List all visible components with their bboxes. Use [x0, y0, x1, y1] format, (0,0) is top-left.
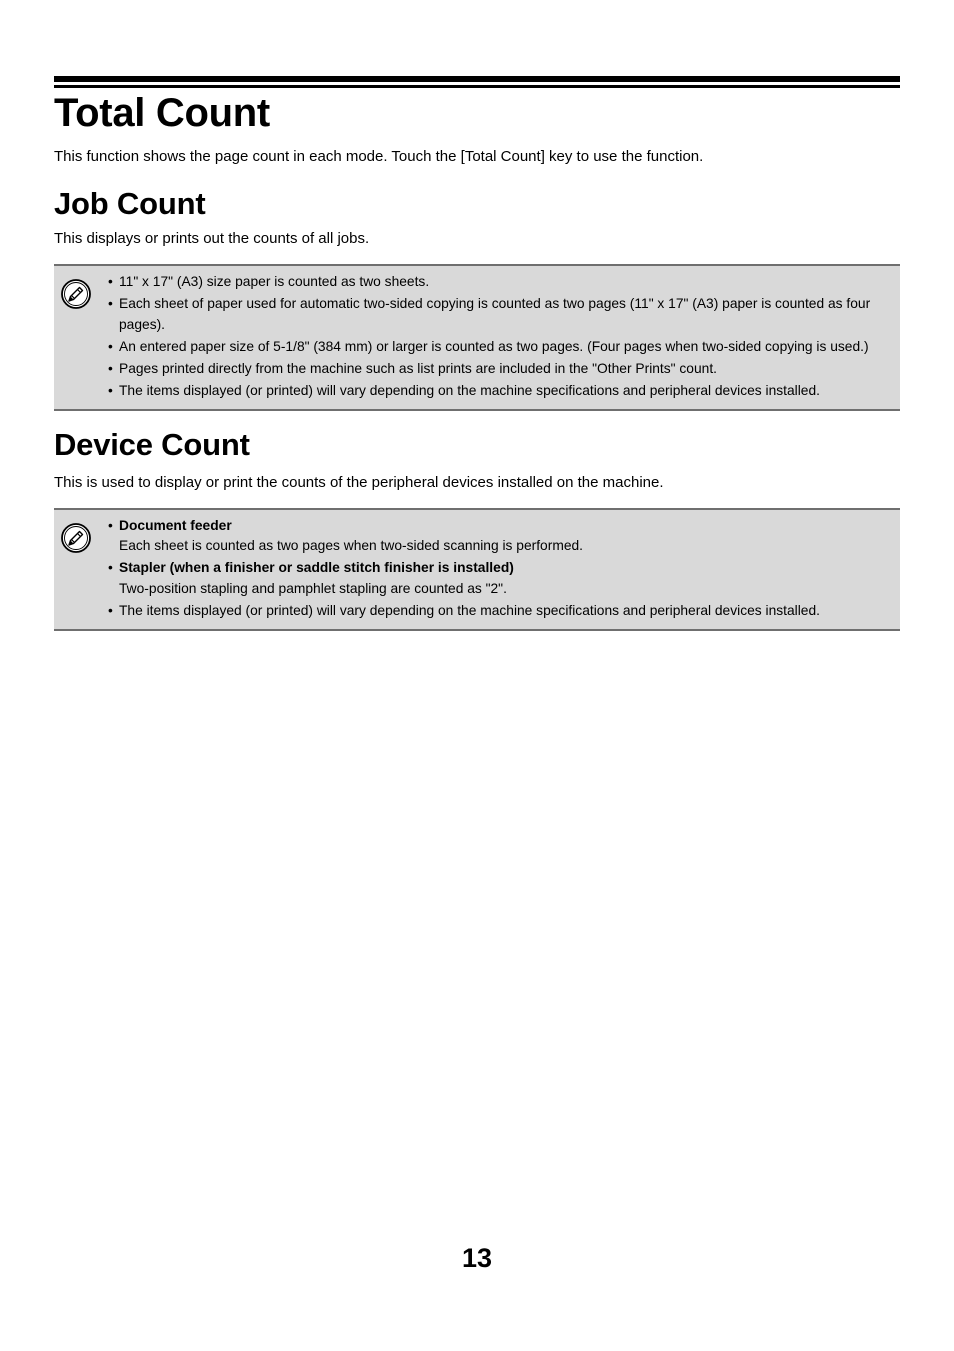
section-heading-job-count: Job Count: [54, 186, 206, 221]
note-item-text: Each sheet is counted as two pages when two-sided scanning is performed.: [119, 538, 583, 553]
section-description-device-count: This is used to display or print the counts of the peripheral devices installed on the machine.: [54, 473, 664, 491]
note-item: [108, 516, 896, 557]
pencil-note-icon: [60, 278, 92, 310]
page-number: 13: [461, 1243, 493, 1273]
note-item: • 11" x 17" (A3) size paper is counted as two sheets.: [108, 272, 896, 293]
note-item: [108, 558, 896, 599]
note-list-job-count: [108, 272, 896, 401]
page-content: [54, 76, 900, 631]
note-item: • An entered paper size of 5-1/8" (384 mm) or larger is counted as two pages. (Four pages when two-sided copying is used.): [108, 337, 896, 358]
note-item: • Pages printed directly from the machine such as list prints are included in the "Other Prints" count.: [108, 359, 896, 380]
section-heading-device-count: Device Count: [54, 426, 250, 462]
page-title: Total Count: [54, 91, 270, 135]
note-item-text: Two-position stapling and pamphlet stapling are counted as "2".: [119, 580, 507, 596]
note-box-device-count: [54, 508, 900, 631]
note-item: • The items displayed (or printed) will vary depending on the machine specifications and peripheral devices installed.: [108, 601, 896, 622]
note-item-heading: • Stapler (when a finisher or saddle stitch finisher is installed): [119, 560, 514, 575]
section-description-job-count: This displays or prints out the counts of all jobs.: [54, 230, 370, 247]
note-box-job-count: [54, 264, 900, 411]
note-item-heading: • Document feeder: [119, 517, 232, 533]
page-intro: This function shows the page count in each mode. Touch the [Total Count] key to use the function.: [54, 148, 704, 165]
note-list-device-count: [108, 516, 896, 622]
note-item: • The items displayed (or printed) will vary depending on the machine specifications and peripheral devices installed.: [108, 381, 896, 402]
pencil-note-icon: [60, 522, 92, 554]
note-item: • Each sheet of paper used for automatic two-sided copying is counted as two pages (11" x 17" (A3) paper is counted as four pages).: [108, 294, 896, 335]
